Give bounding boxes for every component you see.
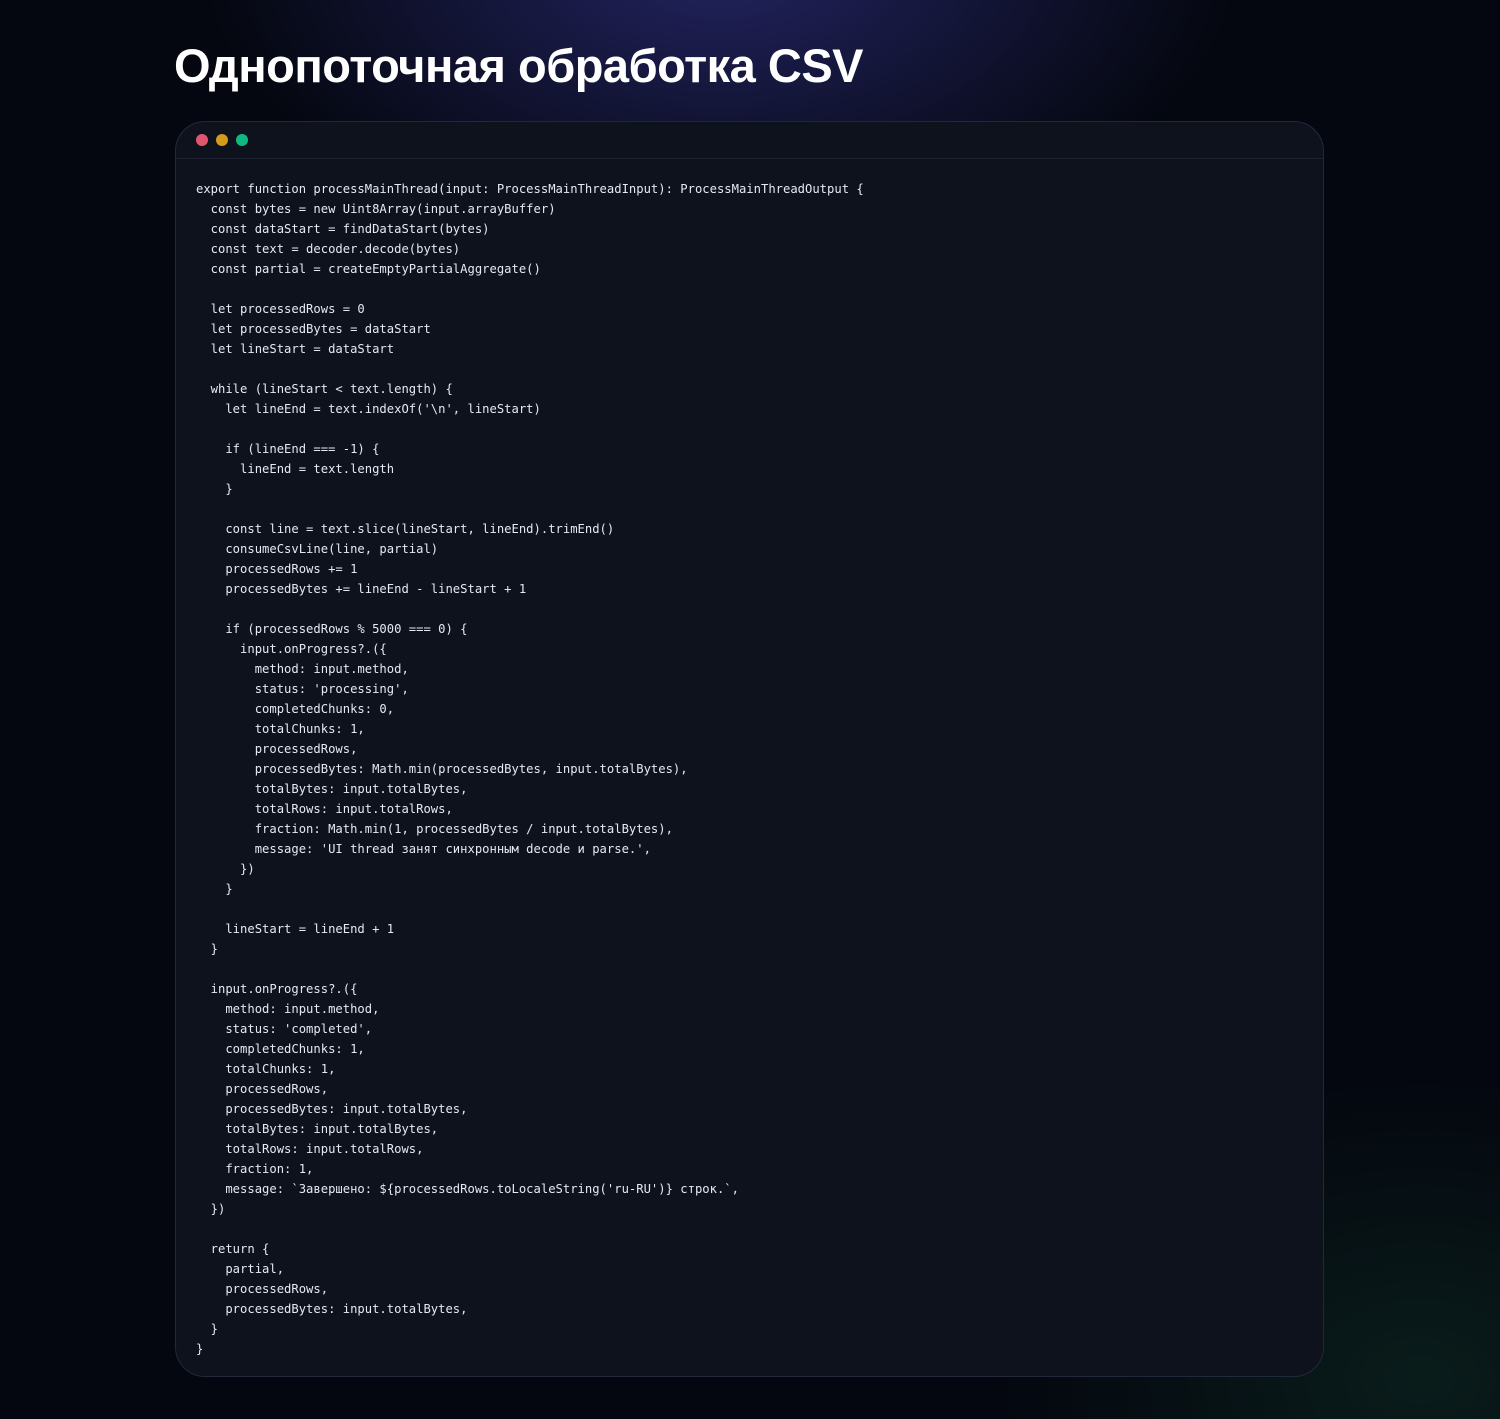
code-line: return { (196, 1242, 270, 1256)
code-line: partial, (196, 1262, 285, 1276)
code-line: processedBytes: input.totalBytes, (196, 1102, 468, 1116)
window-titlebar (176, 122, 1323, 159)
code-line: if (processedRows % 5000 === 0) { (196, 622, 468, 636)
code-line: fraction: Math.min(1, processedBytes / input.totalBytes), (196, 822, 673, 836)
code-line: totalBytes: input.totalBytes, (196, 1122, 439, 1136)
code-line (196, 899, 1303, 919)
window-minimize-dot[interactable] (216, 134, 228, 146)
code-line: totalRows: input.totalRows, (196, 802, 453, 816)
code-line: let processedBytes = dataStart (196, 322, 431, 336)
code-line (196, 1219, 1303, 1239)
window-close-dot[interactable] (196, 134, 208, 146)
code-line: processedRows, (196, 1082, 329, 1096)
code-line: const line = text.slice(lineStart, lineEnd).trimEnd() (196, 522, 615, 536)
code-line: lineEnd = text.length (196, 462, 395, 476)
code-line: while (lineStart < text.length) { (196, 382, 453, 396)
code-line: let lineEnd = text.indexOf('\n', lineStart) (196, 402, 541, 416)
code-line: if (lineEnd === -1) { (196, 442, 380, 456)
code-line: } (196, 1342, 204, 1356)
code-line: const text = decoder.decode(bytes) (196, 242, 461, 256)
code-line (196, 959, 1303, 979)
code-line: processedRows, (196, 1282, 329, 1296)
code-line: input.onProgress?.({ (196, 642, 387, 656)
code-line: let processedRows = 0 (196, 302, 365, 316)
code-line: } (196, 942, 219, 956)
code-line: consumeCsvLine(line, partial) (196, 542, 439, 556)
code-line: } (196, 882, 233, 896)
code-window (175, 121, 1324, 1377)
code-line: const partial = createEmptyPartialAggregate() (196, 262, 541, 276)
code-line: totalChunks: 1, (196, 722, 365, 736)
code-line: processedRows, (196, 742, 358, 756)
code-line: lineStart = lineEnd + 1 (196, 922, 395, 936)
code-line: const bytes = new Uint8Array(input.arrayBuffer) (196, 202, 556, 216)
code-line: completedChunks: 0, (196, 702, 395, 716)
code-line: processedRows += 1 (196, 562, 358, 576)
code-line (196, 359, 1303, 379)
code-line: fraction: 1, (196, 1162, 314, 1176)
code-line: status: 'processing', (196, 682, 409, 696)
code-line: method: input.method, (196, 662, 409, 676)
code-line: message: 'UI thread занят синхронным decode и parse.', (196, 842, 651, 856)
page-title: Однопоточная обработка CSV (174, 39, 864, 92)
code-line: } (196, 482, 233, 496)
code-line: status: 'completed', (196, 1022, 373, 1036)
code-line: let lineStart = dataStart (196, 342, 395, 356)
code-line: const dataStart = findDataStart(bytes) (196, 222, 490, 236)
code-line (196, 599, 1303, 619)
code-line (196, 499, 1303, 519)
code-line: processedBytes: Math.min(processedBytes, input.totalBytes), (196, 762, 688, 776)
code-line: processedBytes += lineEnd - lineStart + 1 (196, 582, 527, 596)
code-line: input.onProgress?.({ (196, 982, 358, 996)
code-line: totalRows: input.totalRows, (196, 1142, 424, 1156)
code-line: export function processMainThread(input: ProcessMainThreadInput): ProcessMainThreadOutput { (196, 182, 864, 196)
code-line: } (196, 1322, 219, 1336)
code-block (196, 179, 1303, 1359)
window-controls (196, 134, 248, 146)
window-maximize-dot[interactable] (236, 134, 248, 146)
code-line: completedChunks: 1, (196, 1042, 365, 1056)
code-line (196, 279, 1303, 299)
code-line: method: input.method, (196, 1002, 380, 1016)
code-line: processedBytes: input.totalBytes, (196, 1302, 468, 1316)
code-line: totalBytes: input.totalBytes, (196, 782, 468, 796)
code-line: }) (196, 862, 255, 876)
code-line: totalChunks: 1, (196, 1062, 336, 1076)
code-line: message: `Завершено: ${processedRows.toLocaleString('ru-RU')} строк.`, (196, 1182, 739, 1196)
code-line (196, 419, 1303, 439)
code-line: }) (196, 1202, 226, 1216)
